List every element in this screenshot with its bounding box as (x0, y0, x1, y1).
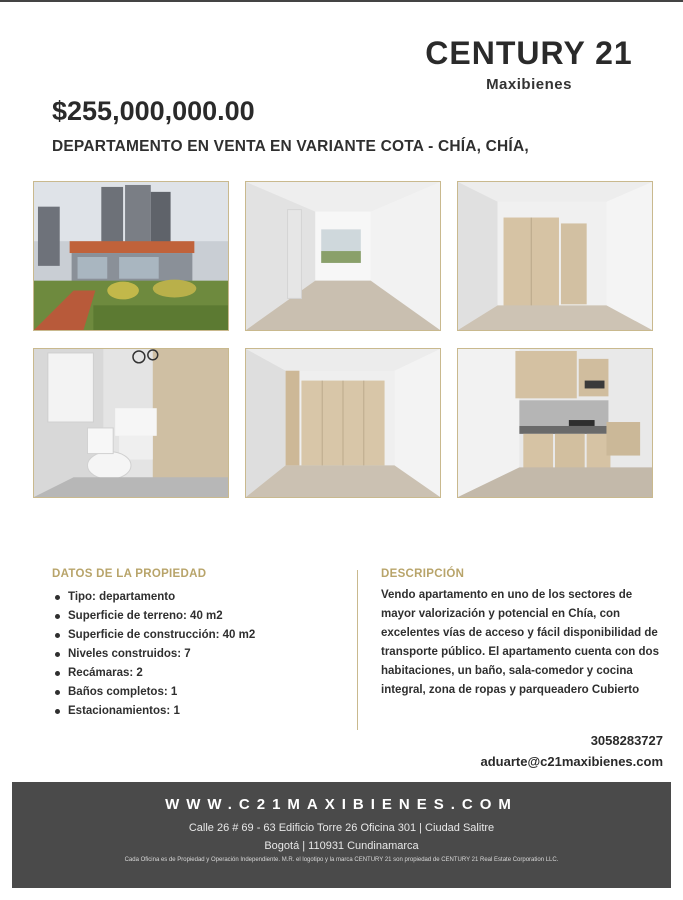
property-list (52, 588, 342, 721)
bedroom-wardrobe-photo (245, 348, 441, 498)
footer-address-line2: Bogotá | 110931 Cundinamarca (264, 840, 419, 852)
top-border (0, 0, 683, 2)
empty-living-room-photo (245, 181, 441, 331)
footer (12, 782, 671, 888)
bedroom-closet-photo (457, 181, 653, 331)
listing-price: $255,000,000.00 (52, 96, 255, 126)
column-divider (357, 570, 358, 730)
photo-grid (33, 181, 653, 499)
footer-website-link[interactable]: WWW.C21MAXIBIENES.COM (165, 796, 518, 813)
building-exterior-photo (33, 181, 229, 331)
property-bedrooms: Recámaras: 2 (52, 664, 342, 683)
brand-subname: Maxibienes (486, 76, 572, 93)
description-text: Vendo apartamento en uno de los sectores de mayor valorización y potencial en Chía, con excelentes vías de acceso y fácil disponibilidad de transporte público. El apartamento cuenta con dos habitaciones, un baño, sala-comedor y cocina integral, zona de ropas y parqueadero Cubierto (381, 589, 659, 696)
bathroom-photo (33, 348, 229, 498)
contact-email[interactable]: aduarte@c21maxibienes.com (480, 754, 663, 769)
brand-logo (409, 36, 649, 93)
brand-name: CENTURY 21 (425, 35, 633, 71)
property-heading: DATOS DE LA PROPIEDAD (52, 568, 207, 580)
description-section (381, 568, 666, 700)
kitchen-photo (457, 348, 653, 498)
property-bathrooms: Baños completos: 1 (52, 683, 342, 702)
description-heading: DESCRIPCIÓN (381, 568, 465, 580)
property-levels: Niveles construidos: 7 (52, 645, 342, 664)
footer-legal: Cada Oficina es de Propiedad y Operación Independiente. M.R. el logotipo y la marca CENTURY 21 son propiedad de CENTURY 21 Real Estate Corporation LLC. (124, 857, 559, 863)
property-type: Tipo: departamento (52, 588, 342, 607)
footer-address-line1: Calle 26 # 69 - 63 Edificio Torre 26 Oficina 301 | Ciudad Salitre (188, 822, 495, 834)
property-land-area: Superficie de terreno: 40 m2 (52, 607, 342, 626)
listing-title: DEPARTAMENTO EN VENTA EN VARIANTE COTA - CHÍA, CHÍA, (52, 138, 529, 155)
property-parking: Estacionamientos: 1 (52, 702, 342, 721)
contact-phone[interactable]: 3058283727 (590, 733, 663, 748)
property-details (52, 568, 342, 721)
property-built-area: Superficie de construcción: 40 m2 (52, 626, 342, 645)
